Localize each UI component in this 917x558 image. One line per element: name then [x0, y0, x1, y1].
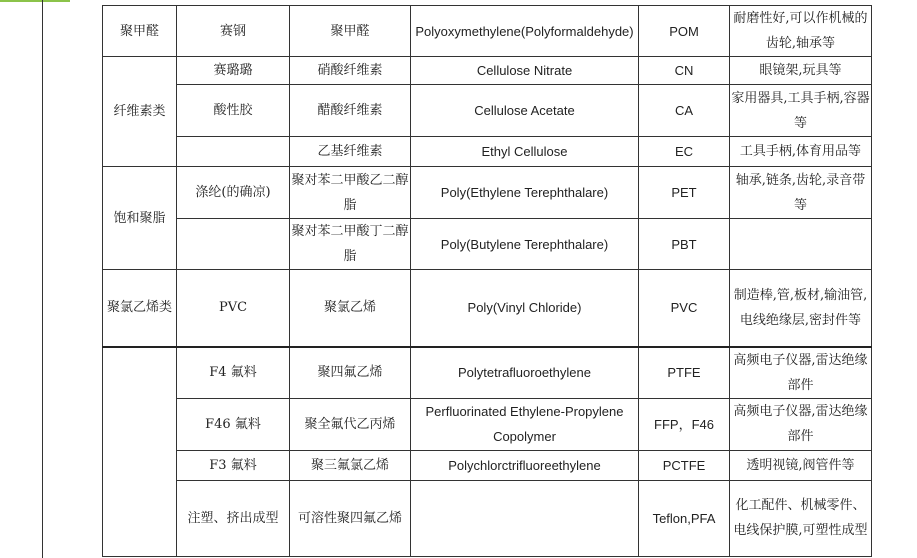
table-row — [103, 270, 872, 347]
plastics-table — [102, 5, 872, 557]
table-row — [103, 6, 872, 57]
abbreviation-cell: Teflon,PFA — [639, 480, 730, 556]
table-row — [103, 347, 872, 399]
chemical-name-cell: 硝酸纤维素 — [290, 57, 411, 85]
abbreviation-cell: EC — [639, 137, 730, 167]
english-name-cell: Polychlorctrifluoreethylene — [411, 450, 639, 480]
category-cell — [103, 347, 177, 557]
table-row — [103, 450, 872, 480]
uses-cell: 高频电子仪器,雷达绝缘部件 — [730, 398, 872, 450]
trade-name-cell — [177, 219, 290, 270]
category-cell: 聚甲醛 — [103, 6, 177, 57]
uses-cell: 高频电子仪器,雷达绝缘部件 — [730, 347, 872, 399]
uses-cell: 制造棒,管,板材,输油管,电线绝缘层,密封件等 — [730, 270, 872, 347]
trade-name-cell: 赛璐璐 — [177, 57, 290, 85]
trade-name-cell: 注塑、挤出成型 — [177, 480, 290, 556]
outer-border-line — [42, 0, 43, 558]
abbreviation-cell: FFP，F46 — [639, 398, 730, 450]
table-row — [103, 219, 872, 270]
english-name-cell: Cellulose Nitrate — [411, 57, 639, 85]
english-name-cell: Perfluorinated Ethylene-Propylene Copolymer — [411, 398, 639, 450]
table-row — [103, 167, 872, 219]
trade-name-cell: 酸性胶 — [177, 85, 290, 137]
uses-cell: 耐磨性好,可以作机械的齿轮,轴承等 — [730, 6, 872, 57]
top-accent-line — [0, 0, 70, 2]
trade-name-cell — [177, 137, 290, 167]
chemical-name-cell: 醋酸纤维素 — [290, 85, 411, 137]
english-name-cell: Polyoxymethylene(Polyformaldehyde) — [411, 6, 639, 57]
abbreviation-cell: PTFE — [639, 347, 730, 399]
chemical-name-cell: 聚对苯二甲酸丁二醇脂 — [290, 219, 411, 270]
uses-cell: 轴承,链条,齿轮,录音带等 — [730, 167, 872, 219]
table-row — [103, 137, 872, 167]
uses-cell: 透明视镜,阀管件等 — [730, 450, 872, 480]
english-name-cell — [411, 480, 639, 556]
uses-cell: 眼镜架,玩具等 — [730, 57, 872, 85]
chemical-name-cell: 聚四氟乙烯 — [290, 347, 411, 399]
abbreviation-cell: PVC — [639, 270, 730, 347]
english-name-cell: Poly(Ethylene Terephthalare) — [411, 167, 639, 219]
chemical-name-cell: 可溶性聚四氟乙烯 — [290, 480, 411, 556]
uses-cell: 化工配件、机械零件、电线保护膜,可塑性成型 — [730, 480, 872, 556]
trade-name-cell: F3 氟料 — [177, 450, 290, 480]
english-name-cell: Polytetrafluoroethylene — [411, 347, 639, 399]
abbreviation-cell: POM — [639, 6, 730, 57]
abbreviation-cell: CA — [639, 85, 730, 137]
uses-cell — [730, 219, 872, 270]
table-row — [103, 398, 872, 450]
english-name-cell: Cellulose Acetate — [411, 85, 639, 137]
chemical-name-cell: 聚三氟氯乙烯 — [290, 450, 411, 480]
trade-name-cell: 赛钢 — [177, 6, 290, 57]
abbreviation-cell: PBT — [639, 219, 730, 270]
abbreviation-cell: PCTFE — [639, 450, 730, 480]
uses-cell: 工具手柄,体育用品等 — [730, 137, 872, 167]
table-row — [103, 85, 872, 137]
chemical-name-cell: 聚氯乙烯 — [290, 270, 411, 347]
category-cell: 饱和聚脂 — [103, 167, 177, 270]
chemical-name-cell: 聚全氟代乙丙烯 — [290, 398, 411, 450]
english-name-cell: Poly(Butylene Terephthalare) — [411, 219, 639, 270]
chemical-name-cell: 聚对苯二甲酸乙二醇脂 — [290, 167, 411, 219]
trade-name-cell: PVC — [177, 270, 290, 347]
chemical-name-cell: 聚甲醛 — [290, 6, 411, 57]
category-cell: 聚氯乙烯类 — [103, 270, 177, 347]
table-row — [103, 480, 872, 556]
abbreviation-cell: PET — [639, 167, 730, 219]
abbreviation-cell: CN — [639, 57, 730, 85]
english-name-cell: Ethyl Cellulose — [411, 137, 639, 167]
chemical-name-cell: 乙基纤维素 — [290, 137, 411, 167]
trade-name-cell: F46 氟料 — [177, 398, 290, 450]
table-row — [103, 57, 872, 85]
uses-cell: 家用器具,工具手柄,容器等 — [730, 85, 872, 137]
trade-name-cell: 涤纶(的确凉) — [177, 167, 290, 219]
trade-name-cell: F4 氟料 — [177, 347, 290, 399]
category-cell: 纤维素类 — [103, 57, 177, 167]
english-name-cell: Poly(Vinyl Chloride) — [411, 270, 639, 347]
